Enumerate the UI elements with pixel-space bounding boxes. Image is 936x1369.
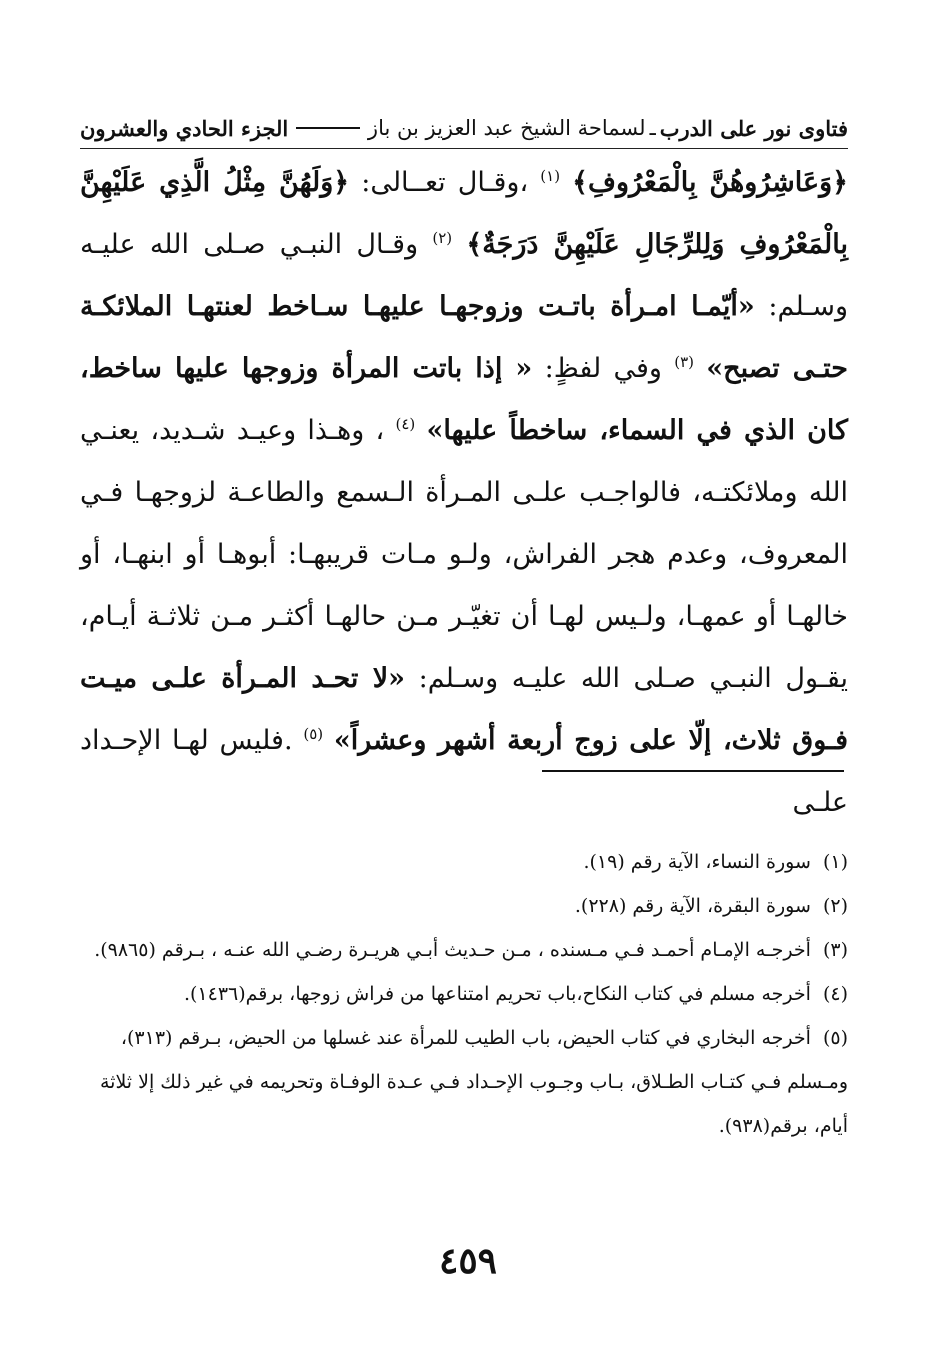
footnote-number: (١) [822, 851, 848, 873]
volume-title: الجزء الحادي والعشرون [80, 115, 289, 141]
footnote-1 [80, 840, 848, 884]
footnote-2 [80, 884, 848, 928]
footnote-text: سورة النساء، الآية رقم (١٩). [583, 851, 811, 873]
book-title: فتاوى نور على الدرب [659, 115, 848, 141]
running-header [80, 108, 848, 149]
text-segment-3: وفي لفظٍ: [544, 353, 662, 384]
footnote-number: (٢) [822, 895, 848, 917]
footnote-5 [80, 1016, 848, 1148]
footnote-4 [80, 972, 848, 1016]
footnotes [80, 840, 848, 1148]
header-dash: ـ [649, 116, 656, 140]
author-name: لسماحة الشيخ عبد العزيز بن باز [367, 116, 646, 140]
hadith-1: «أيّمـا امـرأة باتـت وزوجهـا عليهـا سـاخط لعنتهـا الملائكـة حتـى تصبح» [80, 291, 848, 384]
footnote-text: سورة البقرة، الآية رقم (٢٢٨). [574, 895, 811, 917]
main-text [80, 152, 848, 834]
footnote-3 [80, 928, 848, 972]
footnote-text: أخرجه مسلم في كتاب النكاح،باب تحريم امتناعها من فراش زوجها، برقم(١٤٣٦). [183, 983, 811, 1005]
header-rule [296, 127, 360, 129]
text-segment-2: وقـال النبـي صـلى الله عليـه وسـلم: [80, 229, 848, 322]
text-segment-1: ،وقـال تعــالى: [361, 167, 529, 198]
footnote-text: أخرجه البخاري في كتاب الحيض، باب الطيب للمرأة عند غسلها من الحيض، بـرقم (٣١٣)، ومـسلم فـي كتـاب الطـلاق، بـاب وجـوب الإحـداد فـي عـدة الوفـاة وتحريمه في غير ذلك إلا ثلاثة أيام، برقم(٩٣٨). [99, 1027, 848, 1137]
footnote-number: (٤) [822, 983, 848, 1005]
main-paragraph [80, 152, 848, 834]
footnote-ref-4[interactable]: (٤) [395, 415, 416, 433]
footnote-text: أخرجـه الإمـام أحمـد فـي مـسنده ، مـن حـديث أبـي هريـرة رضـي الله عنـه ، بـرقم (٩٨٦٥). [94, 939, 811, 961]
footnote-divider [542, 770, 844, 772]
hadith-3: «لا تحـد المـرأة علـى ميـت فـوق ثلاث، إلّا على زوج أربعة أشهر وعشراً» [80, 663, 849, 756]
footnote-number: (٥) [822, 1027, 848, 1049]
footnote-number: (٣) [822, 939, 848, 961]
footnote-ref-3[interactable]: (٣) [674, 353, 694, 371]
quran-verse-2: ﴿وَلَهُنَّ مِثْلُ الَّذِي عَلَيْهِنَّ بِالْمَعْرُوفِ وَلِلرِّجَالِ عَلَيْهِنَّ دَرَجَةٌ﴾ [80, 167, 848, 260]
footnote-ref-1[interactable]: (١) [540, 167, 561, 185]
page-number: ٤٥٩ [438, 1240, 497, 1282]
hadith-2: « إذا باتت المرأة وزوجها عليها ساخط، كان الذي في السماء، ساخطاً عليها» [80, 353, 848, 446]
quran-verse-1: ﴿وَعَاشِرُوهُنَّ بِالْمَعْرُوفِ﴾ [572, 167, 848, 198]
footnote-ref-5[interactable]: (٥) [303, 725, 324, 743]
text-segment-5: .فليس لهـا الإحـداد علـى [80, 725, 848, 818]
footnote-ref-2[interactable]: (٢) [432, 229, 453, 247]
text-segment-4: ، وهـذا وعيـد شـديد، يعنـي الله وملائكتـه، فالواجـب علـى المـرأة الـسمع والطاعـة لزوجهـا فـي المعروف، وعدم هجر الفراش، ولـو مـات قريبهـا: أبوهـا أو ابنهـا، أو خالهـا أو عمهـا، ولـيس لهـا أن تغيّـر مـن حالهـا أكثـر مـن ثلاثـة أيـام، يقـول النبـي صـلى الله عليـه وسـلم: [80, 415, 848, 694]
